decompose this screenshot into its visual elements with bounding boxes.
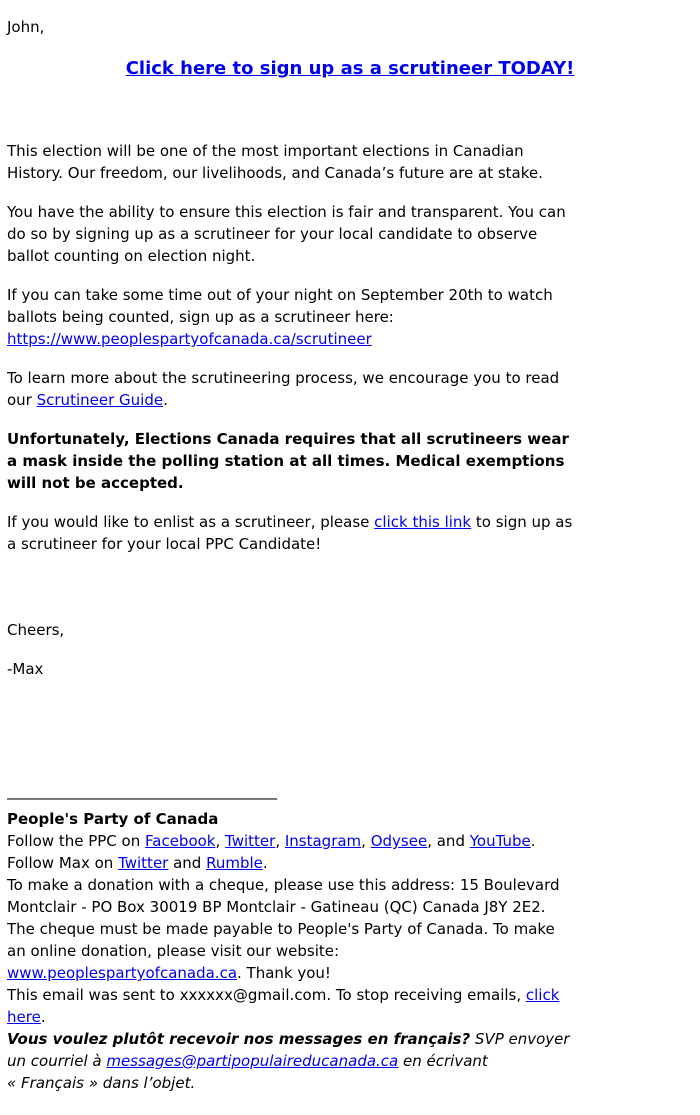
headline-signup-link[interactable]: Click here to sign up as a scrutineer TODAY! [125,58,575,79]
click-this-link[interactable]: click this link [374,513,472,531]
text-run: This election will be one of the most important elections in Canadian [7,142,524,160]
text-run: , [361,832,371,850]
youtube-link[interactable]: YouTube [469,832,531,850]
paragraph-mask-requirement [7,428,693,494]
scrutineer-guide-link[interactable]: Scrutineer Guide [36,391,164,409]
signature-divider: ____________________________________ [7,782,277,800]
facebook-link[interactable]: Facebook [145,832,216,850]
ppc-twitter-link[interactable]: Twitter [225,832,276,850]
text-run: Follow the PPC on [7,832,145,850]
text-run: un courriel à [7,1052,107,1070]
text-run: This email was sent to xxxxxx@gmail.com. To stop receiving emails, [7,986,526,1004]
text-run: The cheque must be made payable to People's Party of Canada. To make [7,920,555,938]
max-twitter-link[interactable]: Twitter [118,854,169,872]
text-run: do so by signing up as a scrutineer for your local candidate to observe [7,225,538,243]
paragraph-election-importance [7,140,693,184]
footer-company-name: People's Party of Canada [7,810,219,828]
text-run: ballot counting on election night. [7,247,256,265]
text-run: , [275,832,285,850]
paragraph-ability-to-ensure [7,201,693,267]
instagram-link[interactable]: Instagram [284,832,362,850]
french-email-link[interactable]: messages@partipopulaireducanada.ca [106,1052,399,1070]
unsubscribe-link[interactable]: click [525,986,560,1004]
paragraph-signup-invitation [7,284,693,350]
text-run: ballots being counted, sign up as a scrutineer here: [7,308,394,326]
body-paragraphs [7,140,693,680]
text-run: « Français » dans l’objet. [7,1074,196,1092]
text-run: Vous voulez plutôt recevoir nos messages en français? [7,1030,471,1048]
text-run: . [163,391,168,409]
text-run: Cheers, [7,621,65,639]
text-run: and [168,854,207,872]
website-link[interactable]: www.peoplespartyofcanada.ca [7,964,238,982]
paragraph-cheers [7,619,693,641]
text-run: Follow Max on [7,854,119,872]
text-run: . [262,854,268,872]
paragraph-sender [7,658,693,680]
text-run: Unfortunately, Elections Canada requires that all scrutineers wear [7,430,569,448]
text-run: You have the ability to ensure this election is fair and transparent. You can [7,203,566,221]
text-run: will not be accepted. [7,474,184,492]
text-run: to sign up as [471,513,573,531]
paragraph-scrutineer-guide [7,367,693,411]
text-run: Montclair - PO Box 30019 BP Montclair - Gatineau (QC) Canada J8Y 2E2. [7,898,546,916]
scrutineer-url-link[interactable]: https://www.peoplespartyofcanada.ca/scrutineer [7,330,372,348]
text-run: History. Our freedom, our livelihoods, and Canada’s future are at stake. [7,164,543,182]
text-run: an online donation, please visit our website: [7,942,340,960]
unsubscribe-link-continued[interactable]: here [7,1008,41,1026]
footer [7,808,693,1094]
text-run: To make a donation with a cheque, please use this address: 15 Boulevard [7,876,560,894]
text-run: If you would like to enlist as a scrutineer, please [7,513,375,531]
text-run: -Max [7,660,44,678]
text-run: . [40,1008,46,1026]
text-run: , and [427,832,470,850]
text-run: . Thank you! [237,964,331,982]
rumble-link[interactable]: Rumble [206,854,263,872]
text-run: To learn more about the scrutineering process, we encourage you to read [7,369,560,387]
greeting: John, [7,18,45,36]
odysee-link[interactable]: Odysee [370,832,428,850]
text-run: a scrutineer for your local PPC Candidate! [7,535,322,553]
text-run: our [7,391,37,409]
paragraph-enlist-cta [7,511,693,555]
text-run: a mask inside the polling station at all times. Medical exemptions [7,452,565,470]
text-run: If you can take some time out of your night on September 20th to watch [7,286,553,304]
text-run: , [215,832,226,850]
text-run: en écrivant [398,1052,488,1070]
text-run: . [530,832,536,850]
text-run: SVP envoyer [470,1030,570,1048]
headline [7,56,693,82]
